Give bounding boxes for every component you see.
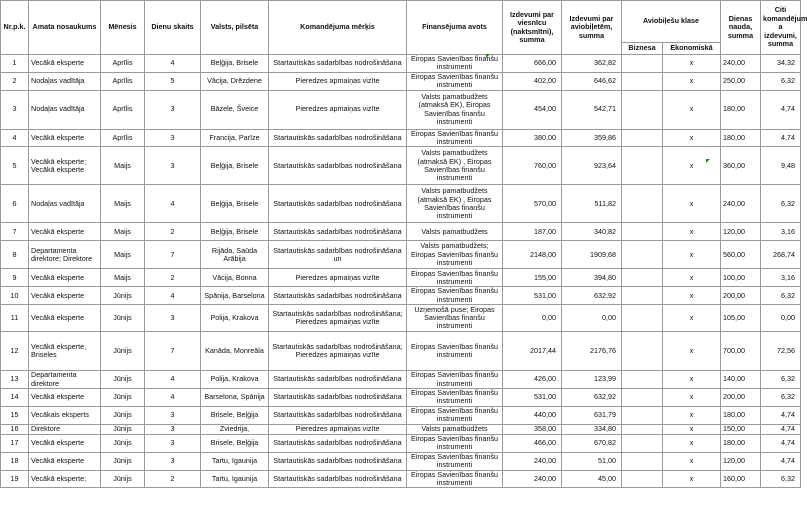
cell-funding: Valsts pamatbudžets (atmaksā EK), Eiropas Savienības finanšu instrumenti [407,90,503,129]
cell-economy: x [663,424,721,434]
cell-hotel: 187,00 [503,223,562,241]
table-row [1,55,801,73]
cell-economy: x [663,470,721,488]
cell-nr: 15 [1,406,29,424]
cell-per-diem: 240,00 [721,185,761,223]
cell-business [622,223,663,241]
cell-position: Vecākā eksperte [29,287,101,305]
cell-business [622,55,663,73]
cell-days: 3 [145,90,201,129]
cell-position: Nodaļas vadītāja [29,90,101,129]
cell-purpose: Startautiskās sadarbības nodrošināšana [269,185,407,223]
cell-tickets: 2176,76 [562,332,622,371]
cell-days: 3 [145,434,201,452]
cell-purpose: Startautiskās sadarbības nodrošināšana [269,470,407,488]
cell-position: Vecākā eksperte; [29,470,101,488]
cell-other: 6,32 [761,185,801,223]
cell-purpose: Startautiskās sadarbības nodrošināšana; Pieredzes apmaiņas vizīte [269,332,407,371]
cell-days: 3 [145,452,201,470]
header-other: Citi komandējum a izdevumi, summa [761,1,801,55]
cell-position: Departamenta direktore [29,371,101,389]
cell-position: Nodaļas vadītāja [29,185,101,223]
cell-per-diem: 120,00 [721,452,761,470]
cell-business [622,389,663,407]
table-row [1,371,801,389]
cell-hotel: 155,00 [503,269,562,287]
cell-economy: x [663,55,721,73]
cell-position: Vecākā eksperte, Briseles [29,332,101,371]
cell-funding: Eiropas Savienības finanšu instrumenti [407,72,503,90]
cell-nr: 9 [1,269,29,287]
cell-days: 7 [145,241,201,269]
cell-days: 3 [145,147,201,185]
cell-position: Vecākā eksperte [29,305,101,332]
cell-funding: Valsts pamatbudžets (atmaksā EK) , Eiropas Savienības finanšu instrumenti [407,185,503,223]
cell-business [622,185,663,223]
cell-other: 4,74 [761,452,801,470]
cell-business [622,287,663,305]
cell-economy: x [663,389,721,407]
cell-position: Nodaļas vadītāja [29,72,101,90]
cell-purpose: Pieredzes apmaiņas vizīte [269,269,407,287]
cell-purpose: Startautiskās sadarbības nodrošināšana [269,55,407,73]
cell-location: Beļģija, Brisele [201,223,269,241]
cell-nr: 14 [1,389,29,407]
cell-purpose: Startautiskās sadarbības nodrošināšana [269,287,407,305]
cell-nr: 11 [1,305,29,332]
cell-month: Jūnijs [101,470,145,488]
cell-business [622,269,663,287]
cell-location: Beļģija, Brisele [201,147,269,185]
cell-location: Kanāda, Monreāla [201,332,269,371]
cell-location: Zviedrija, [201,424,269,434]
cell-other: 4,74 [761,434,801,452]
cell-hotel: 2148,00 [503,241,562,269]
cell-economy: x [663,241,721,269]
cell-funding: Uzņemošā puse; Eiropas Savienības finanšu instrumenti [407,305,503,332]
cell-days: 3 [145,406,201,424]
cell-tickets: 359,86 [562,129,622,147]
cell-funding: Eiropas Savienības finanšu instrumenti [407,406,503,424]
cell-location: Bāzele, Šveice [201,90,269,129]
cell-comment-marker [706,159,710,163]
cell-hotel: 666,00 [503,55,562,73]
header-purpose: Komandējuma mērķis [269,1,407,55]
cell-other: 6,32 [761,389,801,407]
cell-tickets: 340,82 [562,223,622,241]
cell-purpose: Startautiskās sadarbības nodrošināšana [269,452,407,470]
cell-month: Aprīlis [101,90,145,129]
cell-funding: Valsts pamatbudžets [407,424,503,434]
cell-position: Vecākā eksperte [29,389,101,407]
cell-nr: 3 [1,90,29,129]
cell-purpose: Startautiskās sadarbības nodrošināšana [269,434,407,452]
cell-location: Vācija, Bonna [201,269,269,287]
cell-month: Maijs [101,223,145,241]
cell-tickets: 1909,68 [562,241,622,269]
cell-purpose: Startautiskās sadarbības nodrošināšana [269,389,407,407]
cell-location: Polija, Krakova [201,371,269,389]
cell-nr: 4 [1,129,29,147]
cell-tickets: 123,99 [562,371,622,389]
cell-other: 6,32 [761,470,801,488]
cell-days: 2 [145,269,201,287]
table-row [1,406,801,424]
cell-hotel: 0,00 [503,305,562,332]
cell-position: Departamenta direktore; Direktore [29,241,101,269]
cell-days: 4 [145,287,201,305]
cell-hotel: 402,00 [503,72,562,90]
cell-economy: x [663,129,721,147]
table-row [1,332,801,371]
cell-funding: Eiropas Savienības finanšu instrumenti [407,129,503,147]
cell-nr: 10 [1,287,29,305]
cell-tickets: 45,00 [562,470,622,488]
cell-economy: x [663,72,721,90]
cell-location: Spānija, Barselona [201,287,269,305]
cell-business [622,305,663,332]
cell-other: 6,32 [761,371,801,389]
cell-location: Tartu, Igaunija [201,452,269,470]
cell-economy: x [663,452,721,470]
cell-days: 4 [145,55,201,73]
cell-per-diem: 180,00 [721,406,761,424]
cell-days: 3 [145,305,201,332]
cell-days: 5 [145,72,201,90]
header-tickets: Izdevumi par aviobiļetēm, summa [562,1,622,55]
header-per-diem: Dienas nauda, summa [721,1,761,55]
cell-other: 4,74 [761,424,801,434]
cell-per-diem: 560,00 [721,241,761,269]
cell-days: 4 [145,185,201,223]
header-class-business: Biznesa [622,43,663,55]
cell-economy: x [663,434,721,452]
cell-month: Jūnijs [101,332,145,371]
cell-month: Jūnijs [101,424,145,434]
cell-purpose: Startautiskās sadarbības nodrošināšana [269,147,407,185]
cell-month: Jūnijs [101,371,145,389]
cell-economy: x [663,406,721,424]
cell-nr: 8 [1,241,29,269]
header-class: Aviobiļešu klase [622,1,721,43]
cell-tickets: 923,64 [562,147,622,185]
cell-position: Vecākā eksperte [29,269,101,287]
cell-month: Maijs [101,185,145,223]
table-row [1,147,801,185]
cell-other: 34,32 [761,55,801,73]
cell-month: Aprīlis [101,72,145,90]
cell-location: Brisele, Beļģija [201,434,269,452]
cell-funding: Eiropas Savienības finanšu instrumenti [407,371,503,389]
cell-per-diem: 140,00 [721,371,761,389]
cell-funding: Eiropas Savienības finanšu instrumenti [407,452,503,470]
cell-per-diem: 180,00 [721,90,761,129]
cell-nr: 2 [1,72,29,90]
table-row [1,269,801,287]
cell-days: 7 [145,332,201,371]
table-row [1,389,801,407]
cell-purpose: Startautiskās sadarbības nodrošināšana [269,223,407,241]
cell-other: 4,74 [761,90,801,129]
cell-business [622,424,663,434]
cell-economy: x [663,90,721,129]
cell-business [622,470,663,488]
table-row [1,129,801,147]
cell-funding: Eiropas Savienības finanšu instrumenti [407,470,503,488]
cell-position: Vecākā eksperte [29,223,101,241]
header-days: Dienu skaits [145,1,201,55]
cell-other: 0,00 [761,305,801,332]
cell-position: Vecākā eksperte [29,452,101,470]
cell-tickets: 362,82 [562,55,622,73]
cell-location: Vācija, Drēzdene [201,72,269,90]
cell-days: 3 [145,424,201,434]
cell-purpose: Startautiskās sadarbības nodrošināšana; Pieredzes apmaiņas vizīte [269,305,407,332]
cell-month: Aprīlis [101,129,145,147]
cell-nr: 5 [1,147,29,185]
cell-month: Jūnijs [101,452,145,470]
cell-month: Jūnijs [101,434,145,452]
cell-comment-marker [486,54,490,58]
cell-month: Maijs [101,269,145,287]
cell-location: Tartu, Igaunija [201,470,269,488]
cell-business [622,371,663,389]
cell-location: Francija, Parīze [201,129,269,147]
cell-position: Vecākā eksperte; Vecākā eksperte [29,147,101,185]
cell-location: Barselona, Spānija [201,389,269,407]
cell-business [622,406,663,424]
cell-economy: x [663,287,721,305]
cell-business [622,434,663,452]
cell-nr: 13 [1,371,29,389]
cell-hotel: 466,00 [503,434,562,452]
cell-funding: Eiropas Savienības finanšu instrumenti [407,332,503,371]
table-row [1,434,801,452]
cell-hotel: 454,00 [503,90,562,129]
cell-per-diem: 180,00 [721,129,761,147]
cell-per-diem: 360,00 [721,147,761,185]
table-row [1,470,801,488]
cell-funding: Valsts pamatbudžets (atmaksā EK) , Eiropas Savienības finanšu instrumenti [407,147,503,185]
header-hotel: Izdevumi par viesnīcu (naktsmītni), summa [503,1,562,55]
cell-days: 2 [145,470,201,488]
cell-location: Rijāda, Saūda Arābija [201,241,269,269]
cell-location: Brisele, Beļģija [201,406,269,424]
cell-business [622,147,663,185]
table-row [1,72,801,90]
cell-purpose: Pieredzes apmaiņas vizīte [269,72,407,90]
cell-days: 2 [145,223,201,241]
cell-other: 9,48 [761,147,801,185]
header-month: Mēnesis [101,1,145,55]
cell-position: Vecākā eksperte [29,55,101,73]
cell-tickets: 0,00 [562,305,622,332]
cell-month: Aprīlis [101,55,145,73]
cell-per-diem: 100,00 [721,269,761,287]
table-row [1,90,801,129]
cell-hotel: 2017,44 [503,332,562,371]
cell-hotel: 240,00 [503,470,562,488]
cell-funding: Eiropas Savienības finanšu instrumenti [407,55,503,73]
table-row [1,223,801,241]
cell-per-diem: 200,00 [721,287,761,305]
cell-economy: x [663,332,721,371]
header-nr: Nr.p.k. [1,1,29,55]
cell-purpose: Pieredzes apmaiņas vizīte [269,424,407,434]
cell-hotel: 426,00 [503,371,562,389]
cell-business [622,332,663,371]
cell-position: Direktore [29,424,101,434]
cell-funding: Valsts pamatbudžets; Eiropas Savienības finanšu instrumenti [407,241,503,269]
cell-per-diem: 160,00 [721,470,761,488]
cell-funding: Eiropas Savienības finanšu instrumenti [407,434,503,452]
cell-hotel: 240,00 [503,452,562,470]
cell-business [622,452,663,470]
cell-position: Vecākā eksperte [29,129,101,147]
cell-position: Vecākais eksperts [29,406,101,424]
table-row [1,424,801,434]
cell-economy: x [663,147,721,185]
cell-tickets: 394,80 [562,269,622,287]
cell-nr: 16 [1,424,29,434]
cell-tickets: 632,92 [562,389,622,407]
cell-other: 3,16 [761,269,801,287]
cell-location: Polija, Krakova [201,305,269,332]
cell-purpose: Startautiskās sadarbības nodrošināšana [269,406,407,424]
cell-other: 3,16 [761,223,801,241]
cell-per-diem: 700,00 [721,332,761,371]
table-row [1,452,801,470]
cell-business [622,72,663,90]
cell-economy: x [663,269,721,287]
cell-hotel: 760,00 [503,147,562,185]
cell-per-diem: 250,00 [721,72,761,90]
cell-economy: x [663,185,721,223]
cell-month: Maijs [101,241,145,269]
cell-business [622,241,663,269]
table-row [1,185,801,223]
cell-business [622,129,663,147]
cell-hotel: 440,00 [503,406,562,424]
cell-hotel: 570,00 [503,185,562,223]
cell-tickets: 511,82 [562,185,622,223]
cell-nr: 7 [1,223,29,241]
cell-other: 268,74 [761,241,801,269]
cell-nr: 12 [1,332,29,371]
cell-other: 4,74 [761,406,801,424]
table-row [1,241,801,269]
cell-funding: Eiropas Savienības finanšu instrumenti [407,287,503,305]
cell-tickets: 632,92 [562,287,622,305]
cell-tickets: 646,62 [562,72,622,90]
cell-month: Jūnijs [101,287,145,305]
cell-tickets: 542,71 [562,90,622,129]
cell-economy: x [663,305,721,332]
cell-days: 4 [145,371,201,389]
table-row [1,305,801,332]
cell-nr: 19 [1,470,29,488]
cell-tickets: 51,00 [562,452,622,470]
cell-purpose: Startautiskās sadarbības nodrošināšana [269,129,407,147]
cell-economy: x [663,223,721,241]
cell-tickets: 670,82 [562,434,622,452]
cell-nr: 18 [1,452,29,470]
cell-month: Jūnijs [101,406,145,424]
cell-other: 4,74 [761,129,801,147]
header-funding: Finansējuma avots [407,1,503,55]
cell-hotel: 531,00 [503,287,562,305]
cell-month: Jūnijs [101,389,145,407]
cell-nr: 1 [1,55,29,73]
cell-hotel: 531,00 [503,389,562,407]
cell-nr: 17 [1,434,29,452]
cell-funding: Eiropas Savienības finanšu instrumenti [407,389,503,407]
cell-tickets: 334,80 [562,424,622,434]
header-location: Valsts, pilsēta [201,1,269,55]
cell-nr: 6 [1,185,29,223]
cell-per-diem: 120,00 [721,223,761,241]
cell-location: Beļģija, Brisele [201,55,269,73]
cell-month: Maijs [101,147,145,185]
cell-other: 72,56 [761,332,801,371]
header-class-economy: Ekonomiskā [663,43,721,55]
cell-funding: Eiropas Savienības finanšu instrumenti [407,269,503,287]
cell-days: 3 [145,129,201,147]
cell-purpose: Startautiskās sadarbības nodrošināšana un [269,241,407,269]
cell-location: Beļģija, Brisele [201,185,269,223]
cell-other: 6,32 [761,287,801,305]
cell-days: 4 [145,389,201,407]
cell-other: 6,32 [761,72,801,90]
cell-purpose: Startautiskās sadarbības nodrošināšana [269,371,407,389]
cell-per-diem: 150,00 [721,424,761,434]
cell-business [622,90,663,129]
cell-month: Jūnijs [101,305,145,332]
cell-position: Vecākā eksperte [29,434,101,452]
cell-hotel: 380,00 [503,129,562,147]
cell-purpose: Pieredzes apmaiņas vizīte [269,90,407,129]
cell-per-diem: 105,00 [721,305,761,332]
cell-economy: x [663,371,721,389]
cell-tickets: 631,79 [562,406,622,424]
table-row [1,287,801,305]
cell-per-diem: 200,00 [721,389,761,407]
cell-hotel: 358,00 [503,424,562,434]
cell-per-diem: 180,00 [721,434,761,452]
cell-funding: Valsts pamatbudžets [407,223,503,241]
header-position: Amata nosaukums [29,1,101,55]
cell-per-diem: 240,00 [721,55,761,73]
